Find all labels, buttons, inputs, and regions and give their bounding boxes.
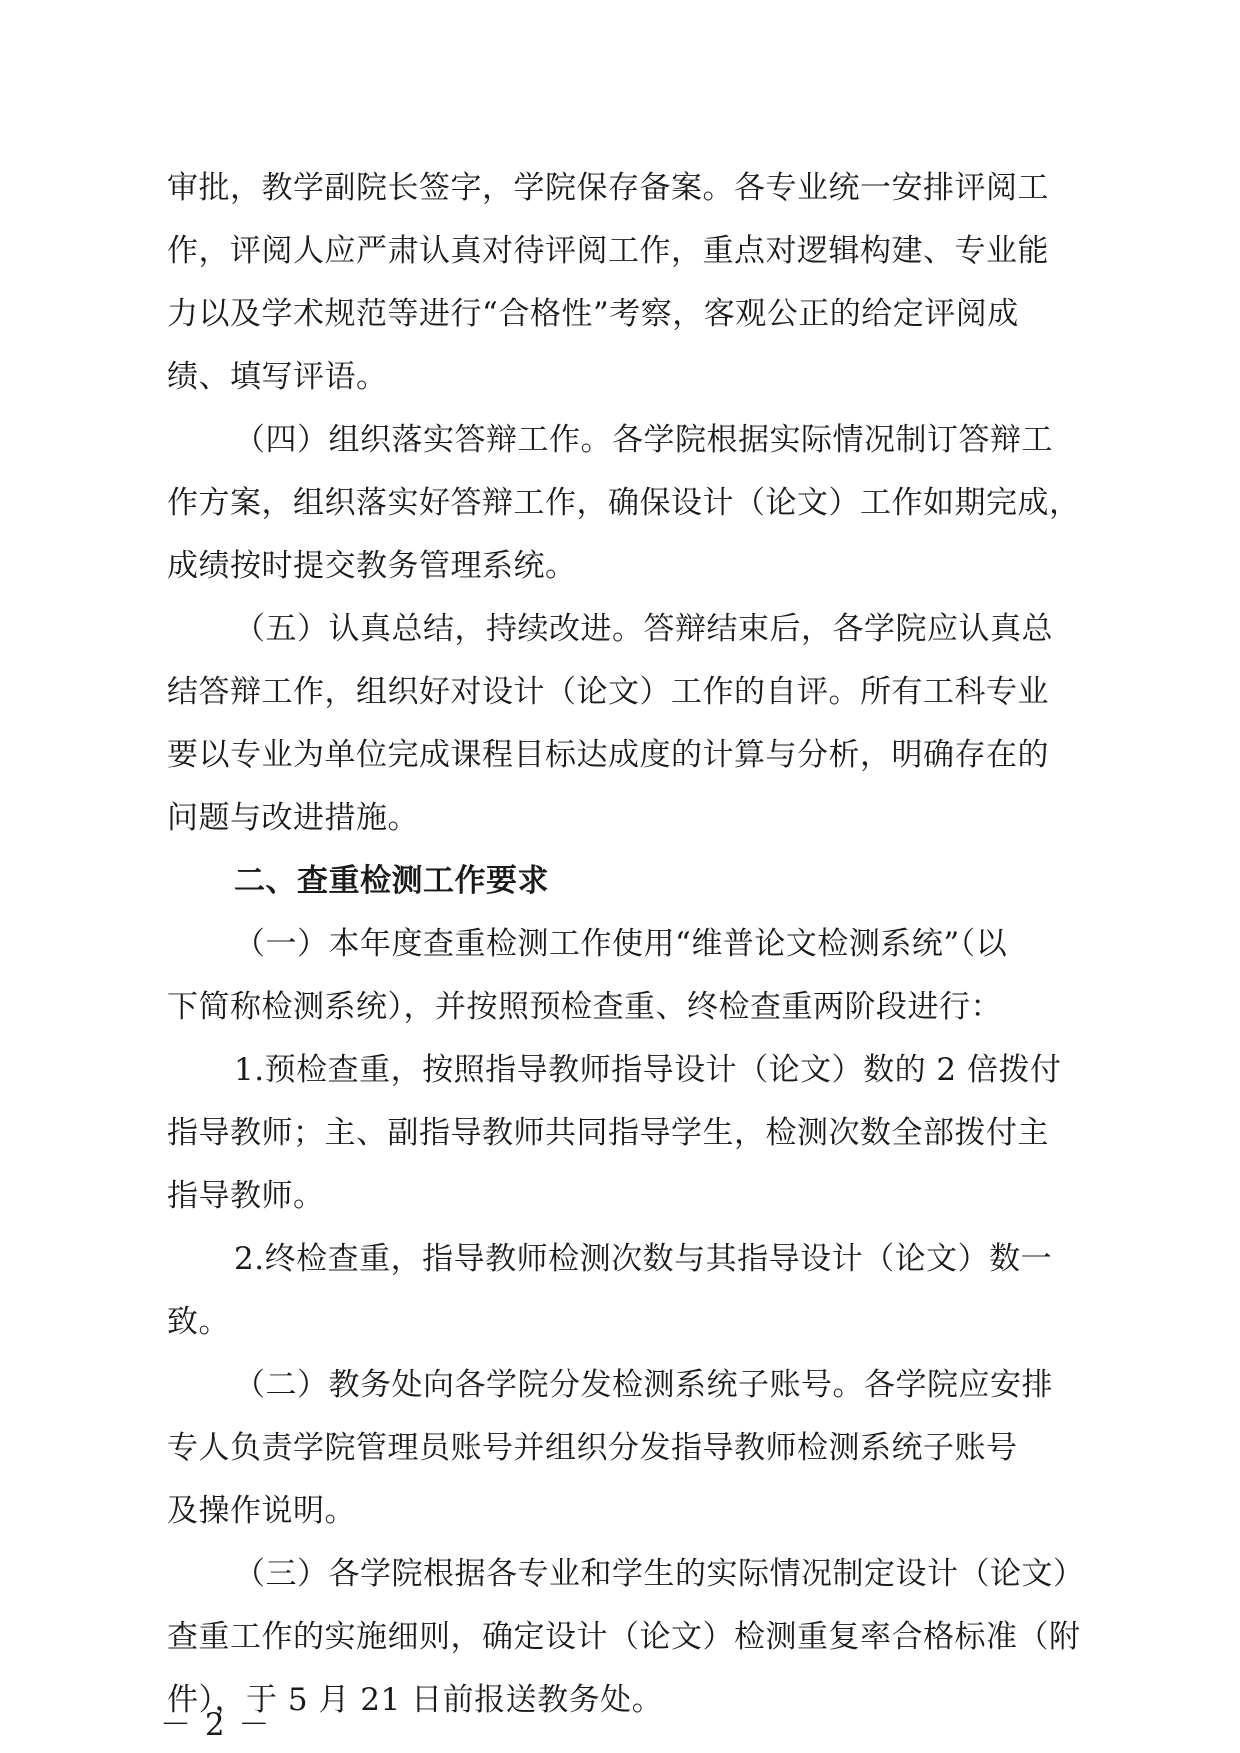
subsection-1-line-2: 下简称检测系统），并按照预检查重、终检查重两阶段进行： [167,989,1002,1025]
section-item-5-line-2: 结答辩工作，组织好对设计（论文）工作的自评。所有工科专业 [167,674,1049,710]
section-item-5-line-4: 问题与改进措施。 [167,800,419,836]
item-2-line-1: 2.终检查重，指导教师检测次数与其指导设计（论文）数一 [234,1241,1053,1277]
section-item-5-line-3: 要以专业为单位完成课程目标达成度的计算与分析，明确存在的 [167,737,1049,773]
subsection-2-line-2: 专人负责学院管理员账号并组织分发指导教师检测系统子账号 [167,1430,1018,1466]
section-item-4-line-3: 成绩按时提交教务管理系统。 [167,548,577,584]
section-item-4-line-1: （四）组织落实答辩工作。各学院根据实际情况制订答辩工 [234,422,1053,458]
subsection-3-line-1: （三）各学院根据各专业和学生的实际情况制定设计（论文） [234,1556,1085,1592]
item-2-line-2: 致。 [167,1304,230,1340]
subsection-3-line-2: 查重工作的实施细则，确定设计（论文）检测重复率合格标准（附 [167,1619,1081,1655]
subsection-1-line-1: （一）本年度查重检测工作使用“维普论文检测系统”（以 [234,926,1008,962]
section-heading-2: 二、查重检测工作要求 [234,863,549,899]
section-item-4-line-2: 作方案，组织落实好答辩工作，确保设计（论文）工作如期完成， [167,485,1081,521]
body-line-3: 力以及学术规范等进行“合格性”考察，客观公正的给定评阅成 [167,296,1019,332]
body-line-4: 绩、填写评语。 [167,359,388,395]
body-line-1: 审批，教学副院长签字，学院保存备案。各专业统一安排评阅工 [167,170,1049,206]
item-1-line-1: 1.预检查重，按照指导教师指导设计（论文）数的 2 倍拨付 [234,1052,1062,1088]
body-line-2: 作，评阅人应严肃认真对待评阅工作，重点对逻辑构建、专业能 [167,233,1049,269]
subsection-2-line-3: 及操作说明。 [167,1493,356,1529]
subsection-3-line-3: 件），于 5 月 21 日前报送教务处。 [167,1682,664,1718]
item-1-line-3: 指导教师。 [167,1178,325,1214]
page-number: － 2 － [160,1707,272,1743]
item-1-line-2: 指导教师；主、副指导教师共同指导学生，检测次数全部拨付主 [167,1115,1049,1151]
subsection-2-line-1: （二）教务处向各学院分发检测系统子账号。各学院应安排 [234,1367,1053,1403]
section-item-5-line-1: （五）认真总结，持续改进。答辩结束后，各学院应认真总 [234,611,1053,647]
